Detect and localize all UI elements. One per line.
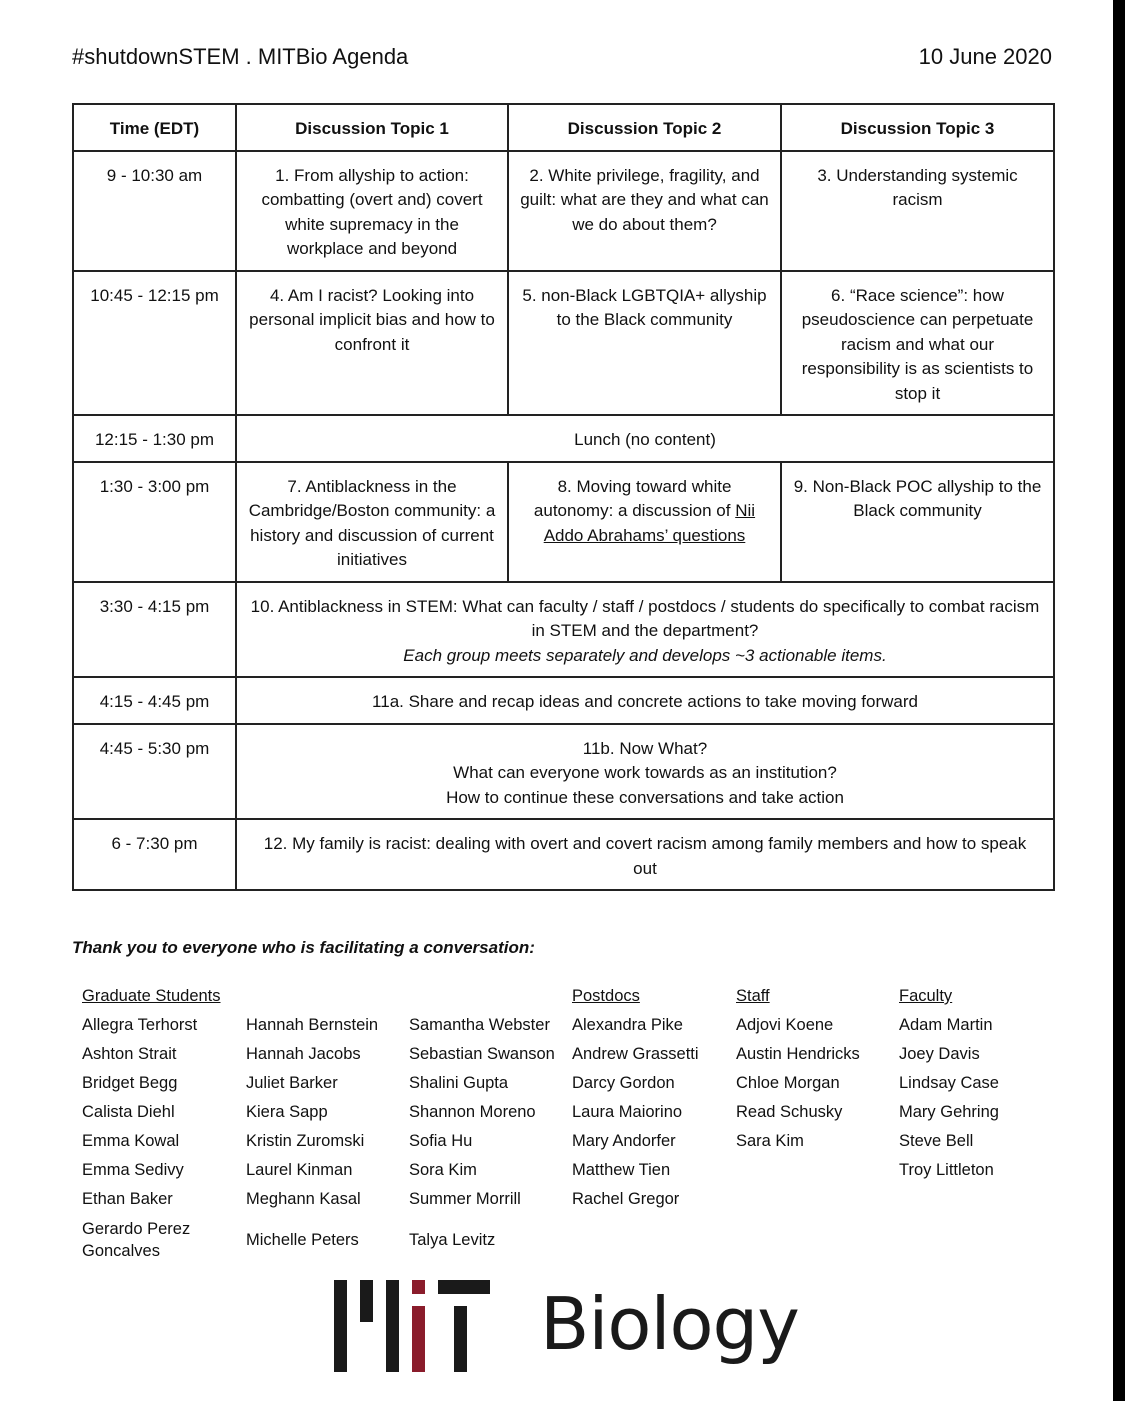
column-header-topic-3: Discussion Topic 3: [781, 104, 1054, 151]
agenda-title: #shutdownSTEM . MITBio Agenda: [72, 44, 409, 69]
list-item: Laura Maiorino: [572, 1103, 683, 1121]
list-item: Samantha Webster: [409, 1016, 550, 1034]
list-item: Andrew Grassetti: [572, 1045, 699, 1063]
list-item: Sara Kim: [736, 1132, 804, 1150]
table-row: [73, 151, 1054, 271]
list-item: Hannah Bernstein: [246, 1016, 379, 1034]
lunch-cell: Lunch (no content): [236, 415, 1054, 462]
table-row: [73, 582, 1054, 678]
span-cell: 11a. Share and recap ideas and concrete actions to take moving forward: [236, 677, 1054, 724]
agenda-date: 10 June 2020: [918, 44, 1052, 69]
time-cell: 12:15 - 1:30 pm: [73, 415, 236, 462]
list-item: Mary Andorfer: [572, 1132, 676, 1150]
topic-cell: 1. From allyship to action: combatting (overt and) covert white supremacy in the workplace and beyond: [236, 151, 508, 271]
list-item: Bridget Begg: [82, 1074, 178, 1092]
list-item: Alexandra Pike: [572, 1016, 683, 1034]
staff-heading: Staff: [736, 987, 770, 1005]
table-row: [73, 724, 1054, 820]
time-cell: 4:45 - 5:30 pm: [73, 724, 236, 820]
span-line: How to continue these conversations and take action: [446, 787, 844, 807]
list-item: Austin Hendricks: [736, 1045, 860, 1063]
list-item: Summer Morrill: [409, 1190, 521, 1208]
list-item: Joey Davis: [899, 1045, 980, 1063]
list-item: Read Schusky: [736, 1103, 843, 1121]
postdocs-heading: Postdocs: [572, 987, 640, 1005]
agenda-table: [72, 103, 1055, 891]
list-item: Darcy Gordon: [572, 1074, 675, 1092]
time-cell: 3:30 - 4:15 pm: [73, 582, 236, 678]
staff-column: [736, 986, 860, 1160]
topic-cell: 2. White privilege, fragility, and guilt: what are they and what can we do about them?: [508, 151, 781, 271]
list-item: Matthew Tien: [572, 1161, 671, 1179]
list-item: Talya Levitz: [409, 1231, 496, 1249]
thanks-heading: Thank you to everyone who is facilitating a conversation:: [72, 938, 535, 957]
span-note: Each group meets separately and develops ~3 actionable items.: [403, 645, 887, 665]
span-cell: 12. My family is racist: dealing with overt and covert racism among family members and how to speak out: [236, 819, 1054, 890]
column-header-topic-1: Discussion Topic 1: [236, 104, 508, 151]
topic-cell: [508, 462, 781, 582]
list-item: Lindsay Case: [899, 1074, 999, 1092]
column-header-topic-2: Discussion Topic 2: [508, 104, 781, 151]
time-cell: 9 - 10:30 am: [73, 151, 236, 271]
list-item: Rachel Gregor: [572, 1190, 680, 1208]
list-item: Gerardo Perez Goncalves: [82, 1220, 191, 1260]
span-cell: [236, 724, 1054, 820]
postdocs-column: [572, 986, 699, 1218]
faculty-heading: Faculty: [899, 987, 953, 1005]
column-header-time: Time (EDT): [73, 104, 236, 151]
table-row: [73, 271, 1054, 416]
list-item: Sofia Hu: [409, 1132, 473, 1150]
grad-column-1: [82, 986, 221, 1260]
questions-link[interactable]: Nii Addo Abrahams’ questions: [543, 501, 756, 545]
list-item: Ashton Strait: [82, 1045, 177, 1063]
list-item: Hannah Jacobs: [246, 1045, 361, 1063]
list-item: Mary Gehring: [899, 1103, 999, 1121]
list-item: Adam Martin: [899, 1016, 993, 1034]
topic-cell: 3. Understanding systemic racism: [781, 151, 1054, 271]
table-row: [73, 677, 1054, 724]
list-item: Allegra Terhorst: [82, 1016, 198, 1034]
time-cell: 4:15 - 4:45 pm: [73, 677, 236, 724]
faculty-column: [899, 986, 999, 1189]
span-text: 10. Antiblackness in STEM: What can faculty / staff / postdocs / students do specifically to combat racism in STEM and the department?: [250, 596, 1040, 640]
topic-cell: 5. non-Black LGBTQIA+ allyship to the Black community: [508, 271, 781, 416]
topic-cell: 6. “Race science”: how pseudoscience can perpetuate racism and what our responsibility is as scientists to stop it: [781, 271, 1054, 416]
topic-cell: 9. Non-Black POC allyship to the Black community: [781, 462, 1054, 582]
grad-column-2: [246, 986, 378, 1258]
grad-column-3: [409, 986, 555, 1258]
list-item: Troy Littleton: [899, 1161, 994, 1179]
list-item: Calista Diehl: [82, 1103, 175, 1121]
span-line: What can everyone work towards as an institution?: [453, 763, 837, 782]
list-item: Adjovi Koene: [736, 1016, 834, 1034]
list-item: Sebastian Swanson: [409, 1045, 555, 1063]
time-cell: 10:45 - 12:15 pm: [73, 271, 236, 416]
table-row: [73, 415, 1054, 462]
table-row: [73, 462, 1054, 582]
table-row: [73, 819, 1054, 890]
time-cell: 1:30 - 3:00 pm: [73, 462, 236, 582]
list-item: Kiera Sapp: [246, 1103, 328, 1121]
list-item: Laurel Kinman: [246, 1161, 353, 1179]
time-cell: 6 - 7:30 pm: [73, 819, 236, 890]
topic-text: 8. Moving toward white autonomy: a discussion of: [533, 476, 732, 520]
span-text: 11b. Now What?: [582, 738, 708, 758]
list-item: Steve Bell: [899, 1132, 974, 1150]
list-item: Shannon Moreno: [409, 1103, 536, 1121]
list-item: Juliet Barker: [246, 1074, 338, 1092]
list-item: Meghann Kasal: [246, 1190, 361, 1208]
list-item: Emma Sedivy: [82, 1161, 184, 1179]
list-item: Kristin Zuromski: [246, 1132, 365, 1150]
list-item: Sora Kim: [409, 1161, 477, 1179]
list-item: Michelle Peters: [246, 1231, 359, 1249]
list-item: Emma Kowal: [82, 1132, 180, 1150]
span-cell: [236, 582, 1054, 678]
logo-wordmark: Biology: [540, 1282, 799, 1366]
list-item: Ethan Baker: [82, 1190, 173, 1208]
list-item: Shalini Gupta: [409, 1074, 509, 1092]
topic-cell: 4. Am I racist? Looking into personal implicit bias and how to confront it: [236, 271, 508, 416]
topic-cell: 7. Antiblackness in the Cambridge/Boston community: a history and discussion of current initiatives: [236, 462, 508, 582]
table-header-row: [73, 104, 1054, 151]
list-item: Chloe Morgan: [736, 1074, 840, 1092]
grad-students-heading: Graduate Students: [82, 987, 221, 1005]
